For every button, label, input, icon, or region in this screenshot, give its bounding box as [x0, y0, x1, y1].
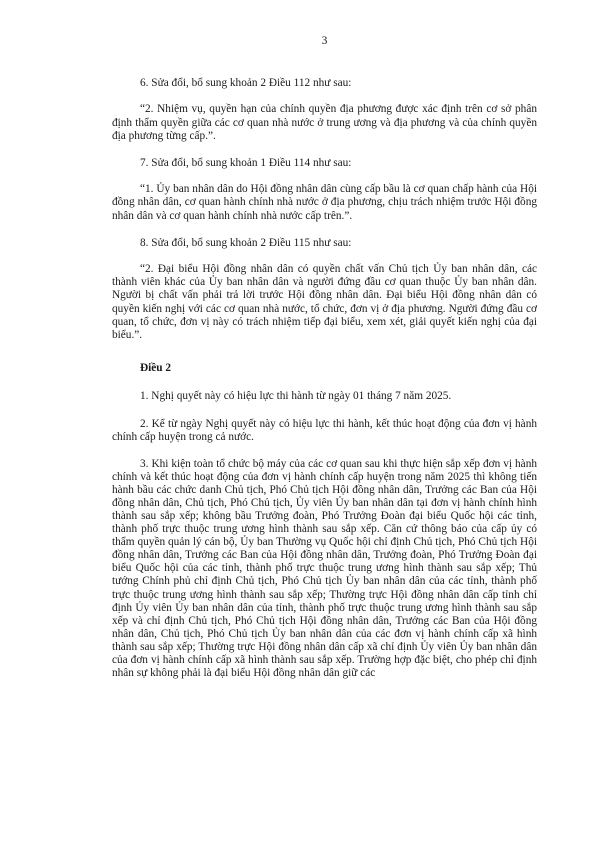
amendment-item-8: 8. Sửa đổi, bổ sung khoản 2 Điều 115 như sau:	[140, 236, 352, 249]
amendment-quote-6: “2. Nhiệm vụ, quyền hạn của chính quyền địa phương được xác định trên cơ sở phân định thẩm quyền giữa các cơ quan nhà nước ở trung ương và địa phương và của chính quyền địa phương từng cấp.”.	[112, 103, 537, 142]
amendment-item-6: 6. Sửa đổi, bổ sung khoản 2 Điều 112 như sau:	[140, 77, 352, 90]
amendment-item-7: 7. Sửa đổi, bổ sung khoản 1 Điều 114 như sau:	[140, 157, 352, 170]
amendment-quote-7: “1. Ủy ban nhân dân do Hội đồng nhân dân cùng cấp bầu là cơ quan chấp hành của Hội đồng nhân dân, cơ quan hành chính nhà nước ở địa phương, chịu trách nhiệm trước Hội đồng nhân dân và cơ quan hành chính nhà nước cấp trên.”.	[112, 183, 537, 222]
page-number: 3	[321, 35, 328, 47]
article-2-paragraph-2: 2. Kể từ ngày Nghị quyết này có hiệu lực thi hành, kết thúc hoạt động của đơn vị hành chính cấp huyện trong cả nước.	[112, 417, 537, 443]
article-2	[112, 362, 537, 680]
article-2-paragraph-1: 1. Nghị quyết này có hiệu lực thi hành từ ngày 01 tháng 7 năm 2025.	[140, 390, 452, 403]
article-heading: Điều 2	[140, 362, 172, 375]
article-2-paragraph-3: 3. Khi kiện toàn tổ chức bộ máy của các cơ quan sau khi thực hiện sắp xếp đơn vị hành chính và kết thúc hoạt động của đơn vị hành chính cấp huyện trong năm 2025 thì không tiến hành bầu các chức danh Chủ tịch, Phó Chủ tịch Hội đồng nhân dân, Trưởng các Ban của Hội đồng nhân dân, Chủ tịch, Phó Chủ tịch, Ủy viên Ủy ban nhân dân tại đơn vị hành chính hình thành sau sắp xếp; không bầu Trưởng đoàn, Phó Trưởng Đoàn đại biểu Quốc hội các tỉnh, thành phố trực thuộc trung ương hình thành sau sắp xếp. Căn cứ thông báo của cấp ủy có thẩm quyền quản lý cán bộ, Ủy ban Thường vụ Quốc hội chỉ định Chủ tịch, Phó Chủ tịch Hội đồng nhân dân, Trưởng các Ban của Hội đồng nhân dân, Trưởng đoàn, Phó Trưởng Đoàn đại biểu Quốc hội của các tỉnh, thành phố trực thuộc trung ương hình thành sau sắp xếp; Thủ tướng Chính phủ chỉ định Chủ tịch, Phó Chủ tịch Ủy ban nhân dân của các tỉnh, thành phố trực thuộc trung ương hình thành sau sắp xếp; Thường trực Hội đồng nhân dân cấp tỉnh chỉ định Ủy viên Ủy ban nhân dân của tỉnh, thành phố trực thuộc trung ương hình thành sau sắp xếp và chỉ định Chủ tịch, Phó Chủ tịch Hội đồng nhân dân, Trưởng các Ban của Hội đồng nhân dân, Chủ tịch, Phó Chủ tịch Ủy ban nhân dân của các đơn vị hành chính cấp xã hình thành sau sắp xếp; Thường trực Hội đồng nhân dân cấp xã chỉ định Ủy viên Ủy ban nhân dân của đơn vị hành chính cấp xã hình thành sau sắp xếp. Trường hợp đặc biệt, cho phép chỉ định nhân sự không phải là đại biểu Hội đồng nhân dân giữ các	[112, 458, 537, 679]
amendment-quote-8: “2. Đại biểu Hội đồng nhân dân có quyền chất vấn Chủ tịch Ủy ban nhân dân, các thành viên khác của Ủy ban nhân dân và người đứng đầu cơ quan thuộc Ủy ban nhân dân. Người bị chất vấn phải trả lời trước Hội đồng nhân dân. Đại biểu Hội đồng nhân dân có quyền kiến nghị với các cơ quan nhà nước, tổ chức, đơn vị ở địa phương. Người đứng đầu cơ quan, tổ chức, đơn vị này có trách nhiệm tiếp đại biểu, xem xét, giải quyết kiến nghị của đại biểu.”.	[112, 263, 537, 342]
amendment-section	[112, 77, 537, 342]
